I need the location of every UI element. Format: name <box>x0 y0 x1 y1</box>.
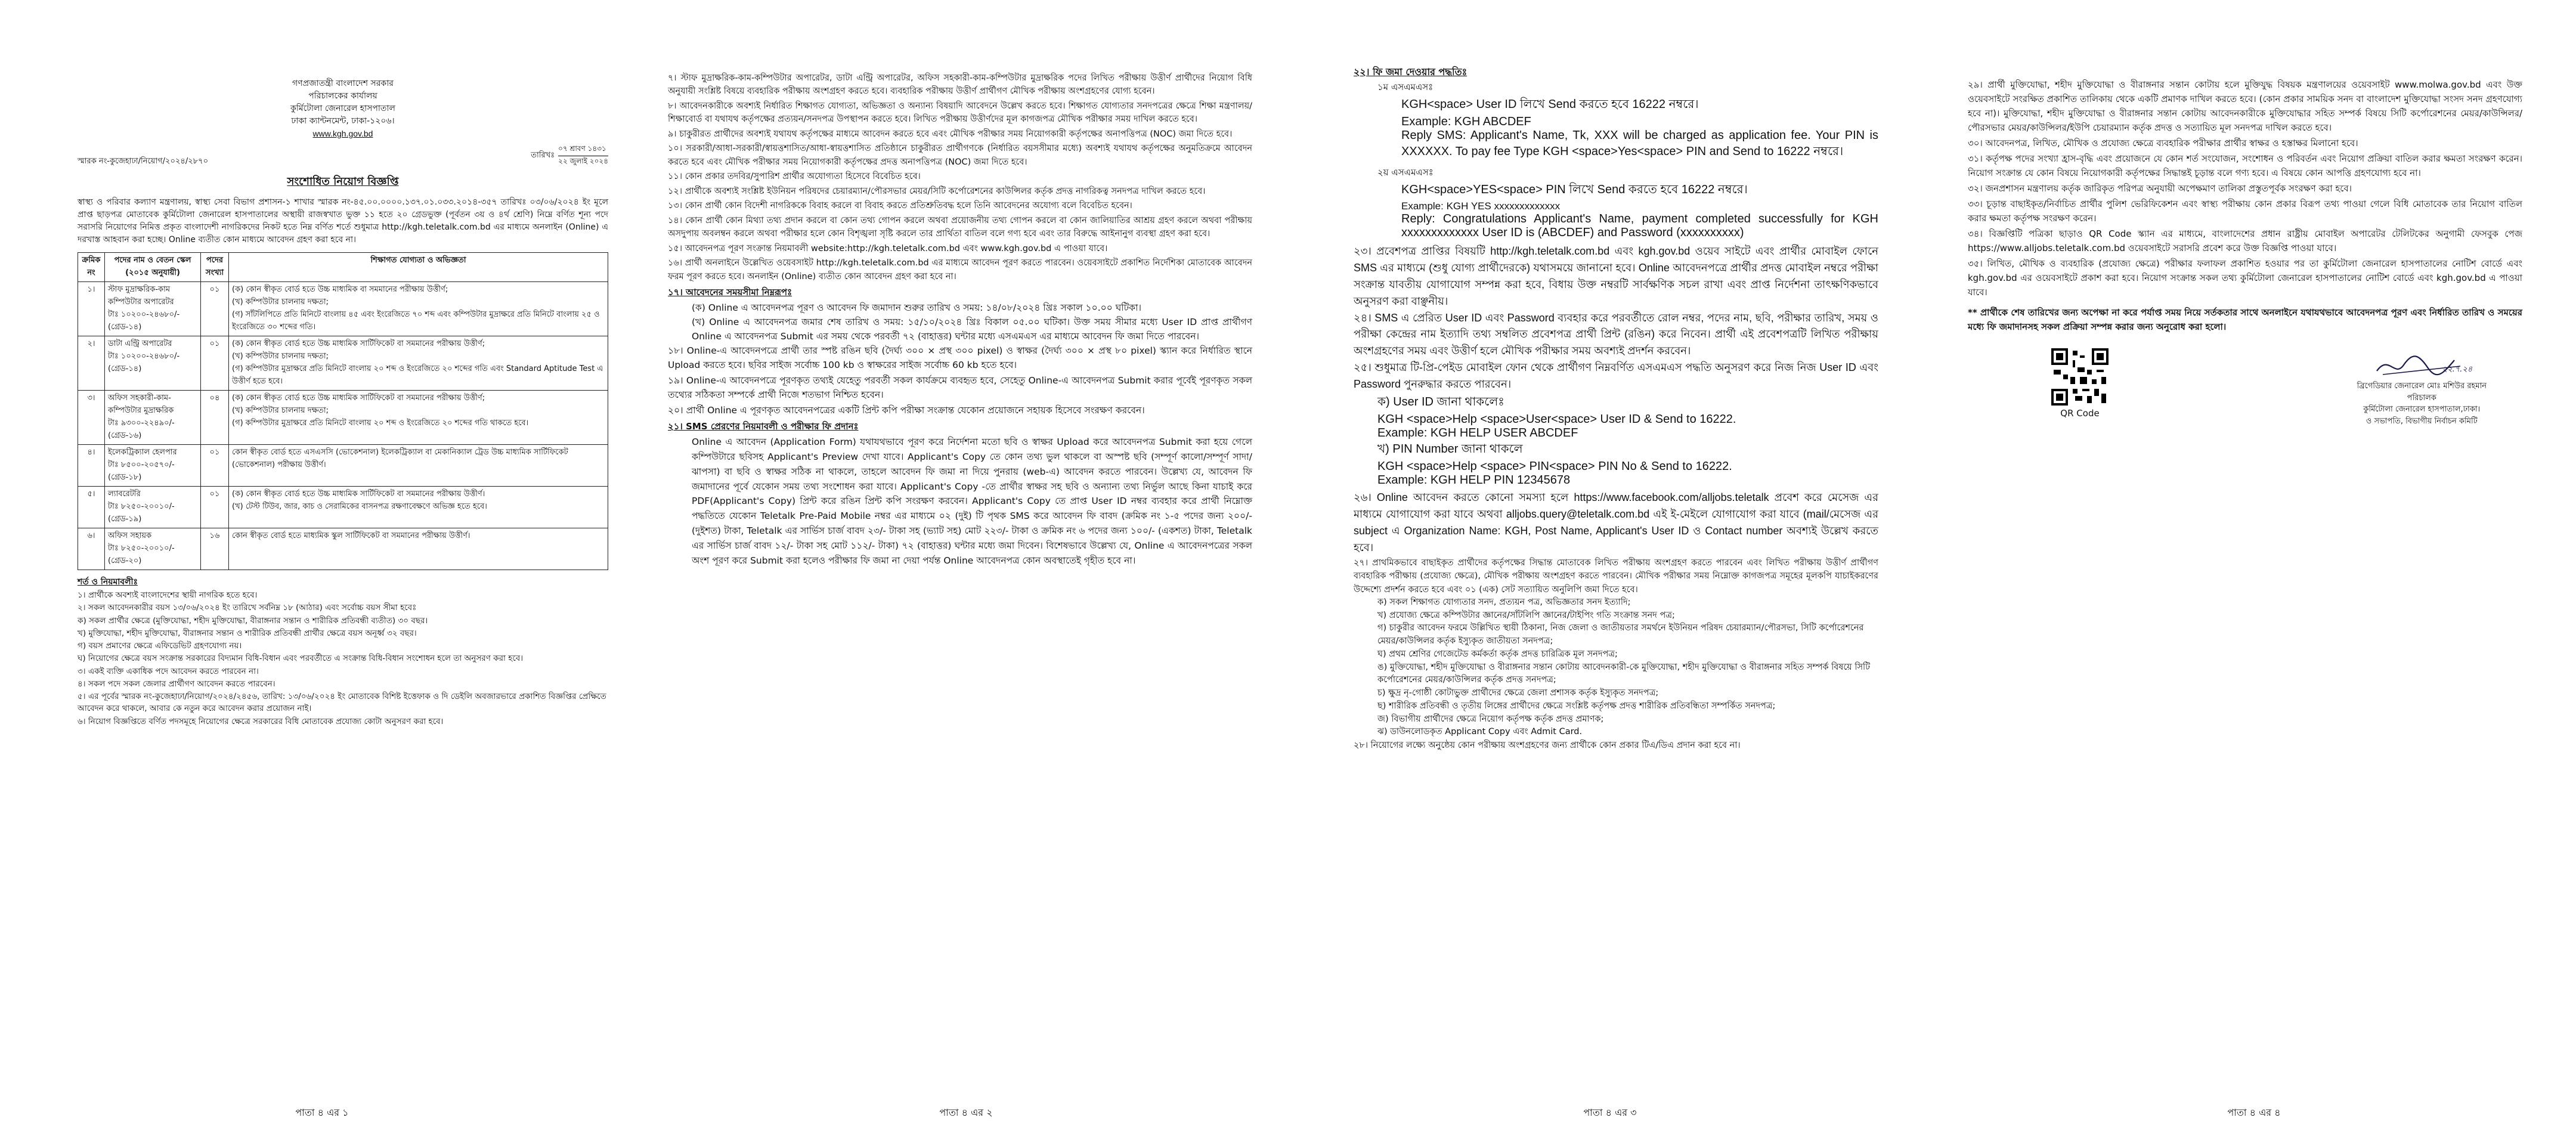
condition-item: ঘ) নিয়োগের ক্ষেত্রে বয়স সংক্রান্ত সরকারের বিদ্যমান বিধি-বিধান এবং পরবর্তীতে এ সংক্রান্ত বিধি-বিধান সংশোধন হলে তা অনুসরণ করা হবে। <box>78 654 524 664</box>
paragraph-25: ২৫। শুধুমাত্র টি-প্রি-পেইড মোবাইল ফোন থেকে প্রার্থীগণ নিম্নবর্ণিত এসএমএস পদ্ধতি অনুসরণ করে নিজ নিজ User ID এবং Password পুনরুদ্ধার করতে পারবেন। <box>1354 361 1878 391</box>
sms1-example: Example: KGH ABCDEF <box>1401 115 1531 128</box>
header-line: গণপ্রজাতন্ত্রী বাংলাদেশ সরকার <box>292 79 394 88</box>
paragraph: ৮। আবেদনকারীকে অবশ্যই নির্ধারিত শিক্ষাগত যোগ্যতা, অভিজ্ঞতা ও অন্যান্য বিষয়াদি আবেদনে উল্লেখ করতে হবে। শিক্ষাগত যোগ্যতার সনদপত্রের ক্ষেত্রে শিক্ষা মন্ত্রণালয়/শিক্ষাবোর্ড বা যথাযথ কর্তৃপক্ষের প্রত্যয়ন/সনদপত্র উপস্থাপন করতে হবে। লিখিত পরীক্ষায় উত্তীর্ণদের মূল কাগজপত্র মৌখিক পরীক্ষার সময় দাখিল করতে হবে। <box>668 101 1252 125</box>
posts-table <box>78 252 608 570</box>
qualification: কোন স্বীকৃত বোর্ড হতে এসএসসি (ভোকেশনাল) ইলেকট্রিক্যাল বা মেকানিক্যাল ট্রেড উচ্চ মাধ্যমিক সার্টিফিকেট (ভোকেশনাল) পরীক্ষায় উত্তীর্ণ। <box>229 445 608 487</box>
conditions-title: শর্ত ও নিয়মাবলীঃ <box>78 577 138 587</box>
page-number: পাতা ৪ এর ৩ <box>1583 1107 1637 1118</box>
paragraph: ১৬। প্রার্থী অনলাইনে উল্লেখিত ওয়েবসাইট http://kgh.teletalk.com.bd এর মাধ্যমে আবেদন পূরণ করতে পারবেন। ওয়েবসাইটে প্রকাশিত নির্দেশিকা মোতাবেক আবেদন ফরম পূরণ করতে হবে। অনলাইন (Online) ব্যতীত কোন আবেদন গ্রহণ করা হবে না। <box>668 258 1252 281</box>
page2-paragraphs <box>668 72 1252 283</box>
row-number: ৪। <box>78 445 105 487</box>
document-item: খ) প্রযোজ্য ক্ষেত্রে কম্পিউটার জ্ঞানের/সাঁটলিপি জ্ঞানের/টাইপিং গতি সংক্রান্ত সনদ পত্র; <box>1377 610 1675 620</box>
sms2-line: KGH<space>YES<space> PIN লিখে Send করতে হবে 16222 নম্বরে। <box>1401 183 1748 196</box>
qualification: (ক) কোন স্বীকৃত বোর্ড হতে উচ্চ মাধ্যমিক সার্টিফিকেট বা সমমানের পরীক্ষায় উত্তীর্ণ। (খ) টেস্ট টিউব, জার, কাচ ও সেরামিকের বাসনপত্র রক্ষণাবেক্ষণে অভিজ্ঞ হতে হবে। <box>229 487 608 528</box>
paragraph: ৯। চাকুরীরত প্রার্থীদের অবশ্যই যথাযথ কর্তৃপক্ষের মাধ্যমে আবেদন করতে হবে এবং মৌখিক পরীক্ষার সময় নিয়োগকারী কর্তৃপক্ষের অনাপত্তিপত্র (NOC) জমা দিতে হবে। <box>668 129 1233 139</box>
closing-note: ** প্রার্থীকে শেষ তারিখের জন্য অপেক্ষা না করে পর্যাপ্ত সময় নিয়ে সর্তকতার সাথে অনলাইনে যথাযথভাবে আবেদনপত্র পূরণ এবং নির্ধারিত তারিখ ও সময়ের মধ্যে ফি জমাদানসহ সকল প্রক্রিয়া সম্পন্ন করার জন্য অনুরোধ করা হলো। <box>1968 307 2522 332</box>
signature-block <box>2357 348 2487 427</box>
paragraph: ৭। স্টাফ মুদ্রাক্ষরিক-কাম-কম্পিউটার অপারেটর, ডাটা এন্ট্রি অপারেটর, অফিস সহকারী-কাম-কম্পিউটার মুদ্রাক্ষরিক পদের লিখিত পরীক্ষায় উত্তীর্ণ প্রার্থীদের নিয়োগ বিধি অনুযায়ী সংশ্লিষ্ট বিষয়ে ব্যবহারিক পরীক্ষায় অংশগ্রহণ করতে হবে। ব্যবহারিক পরীক্ষায় উত্তীর্ণ প্রার্থীগণ মৌখিক পরীক্ষায় অংশগ্রহণের যোগ্য হবেন। <box>668 73 1252 97</box>
paragraph: ২৯। প্রার্থী মুক্তিযোদ্ধা, শহীদ মুক্তিযোদ্ধা ও বীরাঙ্গনার সন্তান কোটায় হলে মুক্তিযুদ্ধ বিষয়ক মন্ত্রণালয়ের ওয়েবসাইট www.molwa.gov.bd এবং উক্ত ওয়েবসাইটে সংরক্ষিত প্রকাশিত তালিকায় থেকে একটি প্রমাণক দাখিল করতে হবে। (কোন প্রকার সাময়িক সনদ বা বাংলাদেশ মুক্তিযোদ্ধা সংসদ সনদ গ্রহণযোগ্য হবে না)। মুক্তিযোদ্ধা, শহীদ মুক্তিযোদ্ধা ও বীরাঙ্গনার সন্তান কোটায় আবেদনকারীকে মুক্তিযোদ্ধার সহিত সম্পর্ক বিষয়ে সিটি কর্পোরেশনের মেয়র/কাউন্সিলর/পৌরসভার মেয়র/কাউন্সিলর/ইউপি চেয়ারম্যান কর্তৃক প্রদত্ত ও সত্যায়িত মূল সনদপত্র দাখিল করতে হবে। <box>1968 79 2522 133</box>
post-name: ল্যাবরেটরি টাঃ ৮২৫০-২০০১০/- (গ্রেড-১৯) <box>105 487 201 528</box>
condition-item: ১। প্রার্থীকে অবশ্যই বাংলাদেশের স্থায়ী নাগরিক হতে হবে। <box>78 590 258 600</box>
page4-paragraphs <box>1968 78 2522 299</box>
signatory-title: পরিচালক <box>2407 393 2436 403</box>
paragraph: ১২। প্রার্থীকে অবশ্যই সংশ্লিষ্ট ইউনিয়ন পরিষদের চেয়ারম্যান/পৌরসভার মেয়র/সিটি কর্পোরেশনের কাউন্সিলর কর্তৃক প্রদত্ত নাগরিকত্ব সনদপত্র দাখিল করতে হবে। <box>668 186 1206 196</box>
page-3 <box>1288 0 1932 1145</box>
userid-line: KGH <space>Help <space>User<space> User ID & Send to 16222. <box>1377 413 1736 426</box>
paragraph-26: ২৬। Online আবেদন করতে কোনো সমস্যা হলে https://www.facebook.com/alljobs.teletalk প্রবেশ করে মেসেজ এর মাধ্যমে যোগাযোগ করা যাবে অথবা alljobs.query@teletalk.com.bd এই ই-মেইলে যোগাযোগ করা যাবে (mail/মেসেজ এর subject এ Organization Name: KGH, Post Name, Applicant's User ID ও Contact number অবশ্যই উল্লেখ করতে হবে। <box>1354 491 1878 553</box>
signature-date: ২২.৭.২৪ <box>2442 365 2473 374</box>
post-count: ০১ <box>201 282 229 336</box>
header-line: কুর্মিটোলা জেনারেল হাসপাতাল <box>290 104 395 113</box>
page-number: পাতা ৪ এর ৪ <box>2227 1107 2281 1118</box>
page-2 <box>644 0 1288 1145</box>
paragraph-28: ২৮। নিয়োগের লক্ষ্যে অনুষ্ঠেয় কোন পরীক্ষায় অংশগ্রহণের জন্য প্রার্থীকে কোন প্রকার টিএ/ডিএ প্রদান করা হবে না। <box>1354 741 1741 751</box>
condition-item: ৪। সকল পদে সকল জেলার প্রার্থীগণ আবেদন করতে পারবেন। <box>78 679 275 689</box>
document-item: ঝ) ডাউনলোডকৃত Applicant Copy এবং Admit Card. <box>1377 727 1583 737</box>
paragraph: ১৩। কোন প্রার্থী কোন বিদেশী নাগরিককে বিবাহ করলে বা বিবাহ করতে প্রতিশ্রুতিবদ্ধ হলে তিনি আবেদনের অযোগ্য বলে বিবেচিত হবেন। <box>668 201 1132 211</box>
sms2-reply: Reply: Congratulations Applicant's Name, payment completed successfully for KGH xxxxxxxxxxxxx User ID is (ABCDEF) and Password (xxxxxxxxxx) <box>1401 212 1878 239</box>
table-row <box>78 391 608 445</box>
condition-item: ৬। নিয়োগ বিজ্ঞপ্তিতে বর্ণিত পদসমূহে নিয়োগের ক্ষেত্রে সরকারের বিধি মোতাবেক প্রযোজ্য কোটা অনুসরণ করা হবে। <box>78 716 444 726</box>
posts-table-body <box>78 282 608 570</box>
paragraph: ৩২। জনপ্রশাসন মন্ত্রণালয় কর্তৃক জারিকৃত পরিপত্র অনুযায়ী অপেক্ষমাণ তালিকা প্রস্তুতপূর্বক সংরক্ষণ করা হবে। <box>1968 183 2352 194</box>
documents-list <box>1354 596 1878 739</box>
paragraph: ২০। প্রার্থী Online এ পূরণকৃত আবেদনপত্রের একটি প্রিন্ট কপি পরীক্ষা সংক্রান্ত যেকোন প্রয়োজনে সহায়ক হিসেবে সংরক্ষণ করবেন। <box>668 405 1145 416</box>
document-item: জ) বিভাগীয় প্রার্থীদের ক্ষেত্রে নিয়োগ কর্তৃপক্ষ কর্তৃক প্রদত্ত প্রমাণক; <box>1377 714 1604 724</box>
table-row <box>78 487 608 528</box>
qualification: কোন স্বীকৃত বোর্ড হতে মাধ্যমিক স্কুল সার্টিফিকেট বা সমমানের পরীক্ষায় উত্তীর্ণ। <box>229 528 608 570</box>
condition-item: খ) মুক্তিযোদ্ধা, শহীদ মুক্তিযোদ্ধা, বীরাঙ্গনার সন্তান ও শারীরিক প্রতিবন্ধী প্রার্থীর ক্ষেত্রে বয়স অনূর্ধ্ব ৩২ বছর। <box>78 628 417 638</box>
paragraph: ১০। সরকারী/আধা-সরকারী/স্বায়ত্তশাসিত/আধা-স্বায়ত্তশাসিত প্রতিষ্ঠানে চাকুরীরত প্রার্থীগণকে (নির্ধারিত বয়সসীমার মধ্যে) অবশ্যই যথাযথ কর্তৃপক্ষের অনুমতিক্রমে আবেদন করতে হবে এবং মৌখিক পরীক্ষার সময় নিয়োগকারী কর্তৃপক্ষের প্রদত্ত অনাপত্তিপত্র (NOC) জমা দিতে হবে। <box>668 144 1252 167</box>
document-item: ছ) শারীরিক প্রতিবন্ধী ও তৃতীয় লিঙ্গের প্রার্থীদের ক্ষেত্রে সংশ্লিষ্ট কর্তৃপক্ষ প্রদত্ত শারীরিক প্রতিবন্ধিতা সম্পর্কিত সনদপত্র; <box>1377 701 1776 711</box>
post-count: ০১ <box>201 445 229 487</box>
paragraph-24: ২৪। SMS এ প্রেরিত User ID এবং Password ব্যবহার করে পরবর্তীতে রোল নম্বর, পদের নাম, ছবি, পরীক্ষার তারিখ, সময় ও পরীক্ষা কেন্দ্রের নাম ইত্যাদি তথ্য সম্বলিত প্রবেশপত্র প্রার্থী প্রিন্ট (রঙিন) করে নিবেন। প্রার্থী এই প্রবেশপত্রটি লিখিত পরীক্ষায় অংশগ্রহণের সময় এবং উত্তীর্ণ হলে মৌখিক পরীক্ষার সময় অবশ্যই প্রদর্শন করবেন। <box>1354 311 1878 357</box>
qr-label: QR Code <box>2060 408 2100 419</box>
post-count: ০১ <box>201 336 229 391</box>
row-number: ৬। <box>78 528 105 570</box>
paragraph: ১৯। Online-এ আবেদনপত্রে পূরণকৃত তথ্যই যেহেতু পরবর্তী সকল কার্যক্রমে ব্যবহৃত হবে, সেহেতু Online-এ আবেদনপত্র Submit করার পূর্বেই পূরণকৃত সকল তথ্যের সঠিকতা সম্পর্কে প্রার্থী নিজে শতভাগ নিশ্চিত হবেন। <box>668 375 1252 401</box>
page-1 <box>0 0 644 1145</box>
userid-label: ক) User ID জানা থাকলেঃ <box>1377 395 1504 409</box>
timeline-title: ১৭। আবেদনের সময়সীমা নিম্নরূপঃ <box>668 287 792 298</box>
date-label: তারিখঃ <box>531 151 555 160</box>
header-line: পরিচালকের কার্যালয় <box>308 91 377 101</box>
document-item: ঘ) প্রথম শ্রেণির গেজেটেড কর্মকর্তা কর্তৃক প্রদত্ত চারিত্রিক মূল সনদপত্র; <box>1377 649 1618 659</box>
post-name: স্টাফ মুদ্রাক্ষরিক-কাম কম্পিউটার অপারেটর টাঃ ১০২০০-২৪৬৮০/- (গ্রেড-১৪) <box>105 282 201 336</box>
post-name: অফিস সহায়ক টাঃ ৮২৫০-২০০১০/- (গ্রেড-২০) <box>105 528 201 570</box>
post-name: ইলেকট্রিক্যাল হেলপার টাঃ ৮৫০০-২০৫৭০/- (গ্রেড-১৮) <box>105 445 201 487</box>
paragraph: ৩১। কর্তৃপক্ষ পদের সংখ্যা হ্রাস-বৃদ্ধি এবং প্রয়োজনে যে কোন শর্ত সংযোজন, সংশোধন ও পরিবর্তন এবং নিয়োগ প্রক্রিয়া বাতিল করার ক্ষমতা সংরক্ষণ করেন। নিয়োগ সংক্রান্ত যে কোন বিষয়ে নিয়োগকারী কর্তৃপক্ষের সিদ্ধান্তই চূড়ান্ত বলে গণ্য হবে। এ বিষয়ে কোন আপত্তি গ্রহণযোগ্য হবে না। <box>1968 153 2522 178</box>
post-count: ০১ <box>201 487 229 528</box>
document-item: ঙ) মুক্তিযোদ্ধা, শহীদ মুক্তিযোদ্ধা ও বীরাঙ্গনার সন্তান কোটায় আবেদনকারী-কে মুক্তিযোদ্ধা, শহীদ মুক্তিযোদ্ধা ও বীরাঙ্গনার সহিত সম্পর্ক বিষয়ে সিটি কর্পোরেশনের মেয়র/কাউন্সিলর কর্তৃক প্রদত্ত সনদপত্র; <box>1377 662 1871 685</box>
memo-row <box>78 144 608 168</box>
sms-instructions: Online এ আবেদন (Application Form) যথাযথভাবে পূরণ করে নির্দেশনা মতো ছবি ও স্বাক্ষর Upload করে আবেদনপত্র Submit করা হয়ে গেলে কম্পিউটারে ছবিসহ Applicant's Preview দেখা যাবে। Applicant's Copy তে কোন তথ্য ভুল থাকলে বা অস্পষ্ট ছবি (সম্পূর্ণ কালো/সম্পূর্ণ সাদা/ঝাপসা) বা ছবি ও স্বাক্ষর সঠিক না থাকলে, তাহলে আবেদন ফি জমা না দিয়ে পুনরায় (web-এ) আবেদন করতে পারবেন। উল্লেখ্য যে, আবেদন ফি জমাদানের পূর্বে যেকোন সময় তথ্য সংশোধন করা যাবে। Applicant's Copy -তে প্রার্থীর স্বাক্ষর সহ ছবি ও অন্যান্য তথ্য নির্ভুল আছে কিনা যাচাই করে PDF(Applicant's Copy) প্রিন্ট করে রঙিন প্রিন্ট কপি সংরক্ষণ করবেন। Applicant's Copy তে প্রাপ্ত User ID নম্বর ব্যবহার করে প্রার্থী নিম্নোক্ত পদ্ধতিতে যেকোন Teletalk Pre-Paid Mobile নম্বর এর মাধ্যমে ০২ (দুই) টি পৃথক SMS করে আবেদন ফি বাবদ (ক্রমিক নং ১-৫ পদের জন্য ২০০/- (দুইশত) টাকা, Teletalk এর সার্ভিস চার্জ বাবদ ২৩/- টাকা সহ (ভ্যাট সহ) মোট ২২৩/- টাকা ও ক্রমিক নং ৬ পদের জন্য ১০০/- (একশত) টাকা, Teletalk এর সার্ভিস চার্জ বাবদ ১২/- টাকা সহ মোট ১১২/- টাকা) ৭২ (বাহাত্তর) ঘন্টার মধ্যে জমা দিবেন। বিশেষভাবে উল্লেখ্য যে, Online এ আবেদনপত্রের সকল অংশ পূরণ করে Submit করা হলেও পরীক্ষার ফি জমা না দেয়া পর্যন্ত Online আবেদনপত্র কোন অবস্থাতেই গৃহীত হবে না। <box>692 437 1252 566</box>
website-link[interactable]: www.kgh.gov.bd <box>312 129 373 138</box>
signatory-name: ব্রিগেডিয়ার জেনারেল মোঃ মশিউর রহমান <box>2357 382 2487 391</box>
column-header: পদের সংখ্যা <box>201 253 229 282</box>
post-count: ০৪ <box>201 391 229 445</box>
memo-number: স্মারক নং-কুজেহাঢা/নিয়োগ/২০২৪/২৮৭০ <box>78 157 209 166</box>
page-number: পাতা ৪ এর ১ <box>295 1107 349 1118</box>
paragraph: ৩৫। লিখিত, মৌখিক ও ব্যবহারিক (প্রযোজ্য ক্ষেত্রে) পরীক্ষার ফলাফল প্রকাশিত হওয়ার পর তা কুর্মিটোলা জেনারেল হাসপাতালের নোটিশ বোর্ডে এবং kgh.gov.bd এর ওয়েবসাইটে প্রকাশ করা হবে। নিয়োগ সংক্রান্ত সকল তথ্য কুর্মিটোলা জেনারেল হাসপাতালের নোটিশ বোর্ডে এবং kgh.gov.bd এ পাওয়া যাবে। <box>1968 258 2522 298</box>
pin-label: খ) PIN Number জানা থাকলে <box>1377 442 1523 456</box>
pin-line: KGH <space>Help <space> PIN<space> PIN No & Send to 16222. <box>1377 460 1732 474</box>
condition-item: ৫। এর পূর্বের স্মারক নং-কুজেহাঢা/নিয়োগ/২০২৪/২৪৫৬, তারিখ: ১৩/০৬/২০২৪ ইং মোতাবেক বিশিষ্ট ইত্তেফাক ও দি ডেইলি অবজারভারে প্রকাশিত বিজ্ঞপ্তির প্রেক্ষিতে আবেদন করে থাকলে, আবার কে নতুন করে আবেদন করার প্রয়োজন নাই। <box>78 692 606 714</box>
notice-title: সংশোধিত নিয়োগ বিজ্ঞপ্তি <box>287 175 399 188</box>
paragraph: ৩৩। চূড়ান্ত বাছাইকৃত/নির্বাচিত প্রার্থীর পুলিশ ভেরিফিকেশন এবং স্বাস্থ্য পরীক্ষায় কোন প্রকার বিরূপ তথ্য পাওয়া গেলে বিধি মোতাবেক তার নিয়োগ বাতিল করার ক্ষমতা কর্তৃপক্ষ সংরক্ষণ করেন। <box>1968 199 2522 224</box>
post-count: ১৬ <box>201 528 229 570</box>
qualification: (ক) কোন স্বীকৃত বোর্ড হতে উচ্চ মাধ্যমিক বা সমমানের পরীক্ষায় উত্তীর্ণ; (খ) কম্পিউটার চালনায় দক্ষতা; (গ) সাঁটলিপিতে প্রতি মিনিটে বাংলায় ৪৫ এবং ইংরেজিতে ৭০ শব্দ এবং কম্পিউটার মুদ্রাক্ষরে প্রতি মিনিটে বাংলায় ২৫ ও ইংরেজিতে ৩০ শব্দের গতি। <box>229 282 608 336</box>
footer-area <box>1968 348 2522 427</box>
row-number: ২। <box>78 336 105 391</box>
qualification: (ক) কোন স্বীকৃত বোর্ড হতে উচ্চ মাধ্যমিক সার্টিফিকেট বা সমমানের পরীক্ষায় উত্তীর্ণ; (খ) কম্পিউটার চালনায় দক্ষতা; (গ) কম্পিউটার মুদ্রাক্ষরে প্রতি মিনিটে বাংলায় ২০ শব্দ ও ইংরেজিতে ২০ শব্দের গতি এবং Standard Aptitude Test এ উত্তীর্ণ হতে হবে। <box>229 336 608 391</box>
post-name: ডাটা এন্ট্রি অপারেটর টাঃ ১০২০০-২৪৬৮০/- (গ্রেড-১৪) <box>105 336 201 391</box>
office-header <box>78 78 608 140</box>
paragraph-23: ২৩। প্রবেশপত্র প্রাপ্তির বিষয়টি http://kgh.teletalk.com.bd এবং kgh.gov.bd ওয়েব সাইটে এবং প্রার্থীর মোবাইল ফোনে SMS এর মাধ্যমে (শুধু যোগ্য প্রার্থীদেরকে) যথাসময়ে জানানো হবে। Online আবেদনপত্রে প্রার্থীর প্রদত্ত মোবাইল নম্বরে পরীক্ষা সংক্রান্ত যাবতীয় যোগাযোগ সম্পন্ন করা হবে, বিধায় উক্ত নম্বরটি সার্বক্ষণিক সচল রাখা এবং প্রাপ্ত নির্দেশনা তাৎক্ষণিকভাবে অনুসরণ করা বাঞ্ছনীয়। <box>1354 245 1878 307</box>
header-line: ঢাকা ক্যান্টনমেন্ট, ঢাকা-১২০৬। <box>291 116 395 126</box>
sms1-label: ১ম এসএমএসঃ <box>1377 82 1433 92</box>
table-row <box>78 282 608 336</box>
document-item: চ) ক্ষুদ্র নৃ-গোষ্ঠী কোটাভুক্ত প্রার্থীদের ক্ষেত্রে জেলা প্রশাসক কর্তৃক ইস্যুকৃত সনদপত্র; <box>1377 688 1659 698</box>
timeline-item: (খ) Online এ আবেদনপত্র জমার শেষ তারিখ ও সময়: ১৫/১০/২০২৪ খ্রিঃ বিকাল ০৫.০০ ঘটিকা। উক্ত সময় সীমার মধ্যে User ID প্রাপ্ত প্রার্থীগণ Online এ আবেদনপত্র Submit এর সময় থেকে পরবর্তী ৭২ (বাহাত্তর) ঘন্টার মধ্যে এসএমএস এর মাধ্যমে আবেদন ফি জমা দিতে পারবেন। <box>692 317 1252 342</box>
signatory-committee: ও সভাপতি, বিভাগীয় নির্বাচন কমিটি <box>2366 416 2478 426</box>
sms-title: ২১। SMS প্রেরণের নিয়মাবলী ও পরীক্ষার ফি প্রদানঃ <box>668 421 859 432</box>
column-header: পদের নাম ও বেতন স্কেল (২০১৫ অনুযায়ী) <box>105 253 201 282</box>
pin-example: Example: KGH HELP PIN 12345678 <box>1377 474 1571 487</box>
condition-item: ক) সকল প্রার্থীর ক্ষেত্রে (মুক্তিযোদ্ধা, শহীদ মুক্তিযোদ্ধা, বীরাঙ্গনার সন্তান ও শারীরিক প্রতিবন্ধী ব্যতীত) ৩০ বছর। <box>78 615 428 626</box>
sms1-reply: Reply SMS: Applicant's Name, Tk, XXX will be charged as application fee. Your PIN is XXXXXX. To pay fee Type KGH <space>Yes<space> PIN and Send to 16222 নম্বরে। <box>1401 129 1878 158</box>
signatory-office: কুর্মিটোলা জেনারেল হাসপাতাল,ঢাকা। <box>2363 405 2481 414</box>
page2-more-paragraphs <box>668 344 1252 417</box>
document-item: ক) সকল শিক্ষাগত যোগ্যতার সনদ, প্রত্যয়ন পত্র, অভিজ্ঞতার সনদ ইত্যাদি; <box>1377 597 1631 607</box>
date-en: ২২ জুলাই ২০২৪ <box>558 157 608 165</box>
column-header: শিক্ষাগত যোগ্যতা ও অভিজ্ঞতা <box>229 253 608 282</box>
sms2-label: ২য় এসএমএসঃ <box>1377 167 1433 178</box>
timeline-item: (ক) Online এ আবেদনপত্র পূরণ ও আবেদন ফি জমাদান শুরুর তারিখ ও সময়: ১৪/০৮/২০২৪ খ্রিঃ সকাল ১০.০০ ঘটিকা। <box>692 302 1142 314</box>
table-row <box>78 528 608 570</box>
page-number: পাতা ৪ এর ২ <box>939 1107 993 1118</box>
table-header-row <box>78 253 608 282</box>
qr-code-icon[interactable] <box>2051 348 2109 406</box>
conditions-list <box>78 589 608 728</box>
condition-item: গ) বয়স প্রমাণের ক্ষেত্রে এফিডেভিট গ্রহণযোগ্য নয়। <box>78 641 242 651</box>
sms1-line: KGH<space> User ID লিখে Send করতে হবে 16222 নম্বরে। <box>1401 98 1699 111</box>
paragraph: ১১। কোন প্রকার তদবির/সুপারিশ প্রার্থীর অযোগ্যতা হিসেবে বিবেচিত হবে। <box>668 172 921 182</box>
condition-item: ২। সকল আবেদনকারীর বয়স ১৩/০৬/২০২৪ ইং তারিখে সর্বনিম্ন ১৮ (আঠার) এবং সর্বোচ্চ বয়স সীমা হবেঃ <box>78 603 417 613</box>
intro-paragraph: স্বাস্থ্য ও পরিবার কল্যাণ মন্ত্রণালয়, স্বাস্থ্য সেবা বিভাগ প্রশাসন-১ শাখার স্মারক নং-৪৫.০০.০০০০.১৩৭.০১.০৩৩.২০১৪-৩৫৭ তারিখঃ ০৩/০৬/২০২৪ ইং মূলে প্রাপ্ত ছাড়পত্র মোতাবেক কুর্মিটোলা জেনারেল হাসপাতালের অস্থায়ী রাজস্বখাত ভুক্ত ১১ হতে ২০ গ্রেডভুক্ত (পূর্বতন ৩য় ও ৪র্থ শ্রেণি) নিম্নে বর্ণিত শূন্য পদে সরাসরি নিয়োগের নিমিত্ত প্রকৃত বাংলাদেশী নাগরিকদের নিকট হতে নিম্ন বর্ণিত শর্তে শুধুমাত্র http://kgh.teletalk.com.bd এর মাধ্যমে অনলাইন (Online) এ দরখাস্ত আহবান করা হচ্ছে। Online ব্যতীত কোন মাধ্যমে আবেদন গ্রহণ করা হবে না। <box>78 197 608 245</box>
column-header: ক্রমিক নং <box>78 253 105 282</box>
table-row <box>78 445 608 487</box>
date-bn: ০৭ শ্রাবণ ১৪৩১ <box>558 144 608 156</box>
paragraph: ১৮। Online-এ আবেদনপত্রে প্রার্থী তার স্পষ্ট রঙিন ছবি (দৈর্ঘ্য ৩০০ × প্রস্থ ৩০০ pixel) ও স্বাক্ষর (দৈর্ঘ্য ৩০০ × প্রস্থ ৮০ pixel) স্ক্যান করে নির্ধারিত স্থানে Upload করতে হবে। ছবির সাইজ সর্বোচ্চ 100 kb ও স্বাক্ষরের সাইজ সর্বোচ্চ 60 kb হতে হবে। <box>668 345 1252 371</box>
date-block <box>531 144 608 168</box>
userid-example: Example: KGH HELP USER ABCDEF <box>1377 426 1578 440</box>
page-4 <box>1932 0 2576 1145</box>
fee-title: ২২। ফি জমা দেওয়ার পদ্ধতিঃ <box>1354 66 1467 78</box>
paragraph: ৩০। আবেদনপত্র, লিখিত, মৌখিক ও প্রযোজ্য ক্ষেত্রে ব্যবহারিক পরীক্ষার প্রার্থীর স্বাক্ষর ও হস্তাক্ষর মিলানো হবে। <box>1968 138 2358 148</box>
paragraph: ১৪। কোন প্রার্থী কোন মিথ্যা তথ্য প্রদান করলে বা কোন তথ্য গোপন করলে অথবা প্রয়োজনীয় তথ্য গোপন করলে বা কোন জালিয়াতির আশ্রয় গ্রহণ করলে অথবা পরীক্ষায় অসদুপায় অবলম্বন করলে অথবা পরীক্ষার হলে কোন বিশৃঙ্খলা সৃষ্টি করলে তার প্রার্থিতা বাতিল বলে গণ্য হবে এবং তার বিরুদ্ধে আইনানুগ ব্যবস্থা গ্রহণ করা হবে। <box>668 215 1252 239</box>
post-name: অফিস সহকারী-কাম-কম্পিউটার মুদ্রাক্ষরিক টাঃ ৯৩০০-২২৪৯০/- (গ্রেড-১৬) <box>105 391 201 445</box>
paragraph-27: ২৭। প্রাথমিকভাবে বাছাইকৃত প্রার্থীদের কর্তৃপক্ষের সিদ্ধান্ত মোতাবেক লিখিত পরীক্ষায় অংশগ্রহণ করতে পারবেন এবং লিখিত পরীক্ষায় উত্তীর্ণ প্রার্থীগণ ব্যবহারিক পরীক্ষায় (প্রযোজ্য ক্ষেত্রে), মৌখিক পরীক্ষায় অংশগ্রহণ করতে পারবেন। মৌখিক পরীক্ষার সময় নিম্নোক্ত কাগজপত্র সমূহের মূলকপি যাচাইকরণের উদ্দেশ্যে প্রদর্শন করতে হবে এবং ০১ (এক) সেট সত্যায়িত অনুলিপি জমা দিতে হবে। <box>1354 558 1878 595</box>
table-row <box>78 336 608 391</box>
row-number: ৩। <box>78 391 105 445</box>
qr-block <box>2051 348 2109 427</box>
document-item: গ) চাকুরীর আবেদন ফরমে উল্লিখিত স্থায়ী ঠিকানা, নিজ জেলা ও জাতীয়তার সমর্থনে ইউনিয়ন পরিষদ চেয়ারম্যান/পৌরসভা, সিটি কর্পোরেশনের মেয়র/কাউন্সিলর কর্তৃক ইস্যুকৃত জাতীয়তা সনদপত্র; <box>1377 623 1864 646</box>
paragraph: ১৫। আবেদনপত্র পূরণ সংক্রান্ত নিয়মাবলী website:http://kgh.teletalk.com.bd এবং www.kgh.gov.bd এ পাওয়া যাবে। <box>668 243 1108 253</box>
sms2-example: Example: KGH YES xxxxxxxxxxxxx <box>1401 200 1561 212</box>
row-number: ১। <box>78 282 105 336</box>
paragraph: ৩৪। বিজ্ঞপ্তিটি পত্রিকা ছাড়াও QR Code স্ক্যান এর মাধ্যমে, বাংলাদেশের প্রধান রাষ্ট্রীয় মোবাইল অপারেটর টেলিটকের অনুগামী ফেসবুক পেজ https://www.alljobs.teletalk.com.bd ওয়েবসাইটে সরাসরি প্রবেশ করে উক্ত বিজ্ঞপ্তি পাওয়া যাবে। <box>1968 228 2522 253</box>
signature <box>2371 348 2472 380</box>
qualification: (ক) কোন স্বীকৃত বোর্ড হতে উচ্চ মাধ্যমিক সার্টিফিকেট বা সমমানের পরীক্ষায় উত্তীর্ণ; (খ) কম্পিউটার চালনায় দক্ষতা; (গ) কম্পিউটার মুদ্রাক্ষরে প্রতি মিনিটে বাংলায় ২০ শব্দ ও ইংরেজিতে ২০ শব্দের গতি থাকতে হবে। <box>229 391 608 445</box>
row-number: ৫। <box>78 487 105 528</box>
condition-item: ৩। একই ব্যক্তি একাধিক পদে আবেদন করতে পারবেন না। <box>78 666 259 676</box>
